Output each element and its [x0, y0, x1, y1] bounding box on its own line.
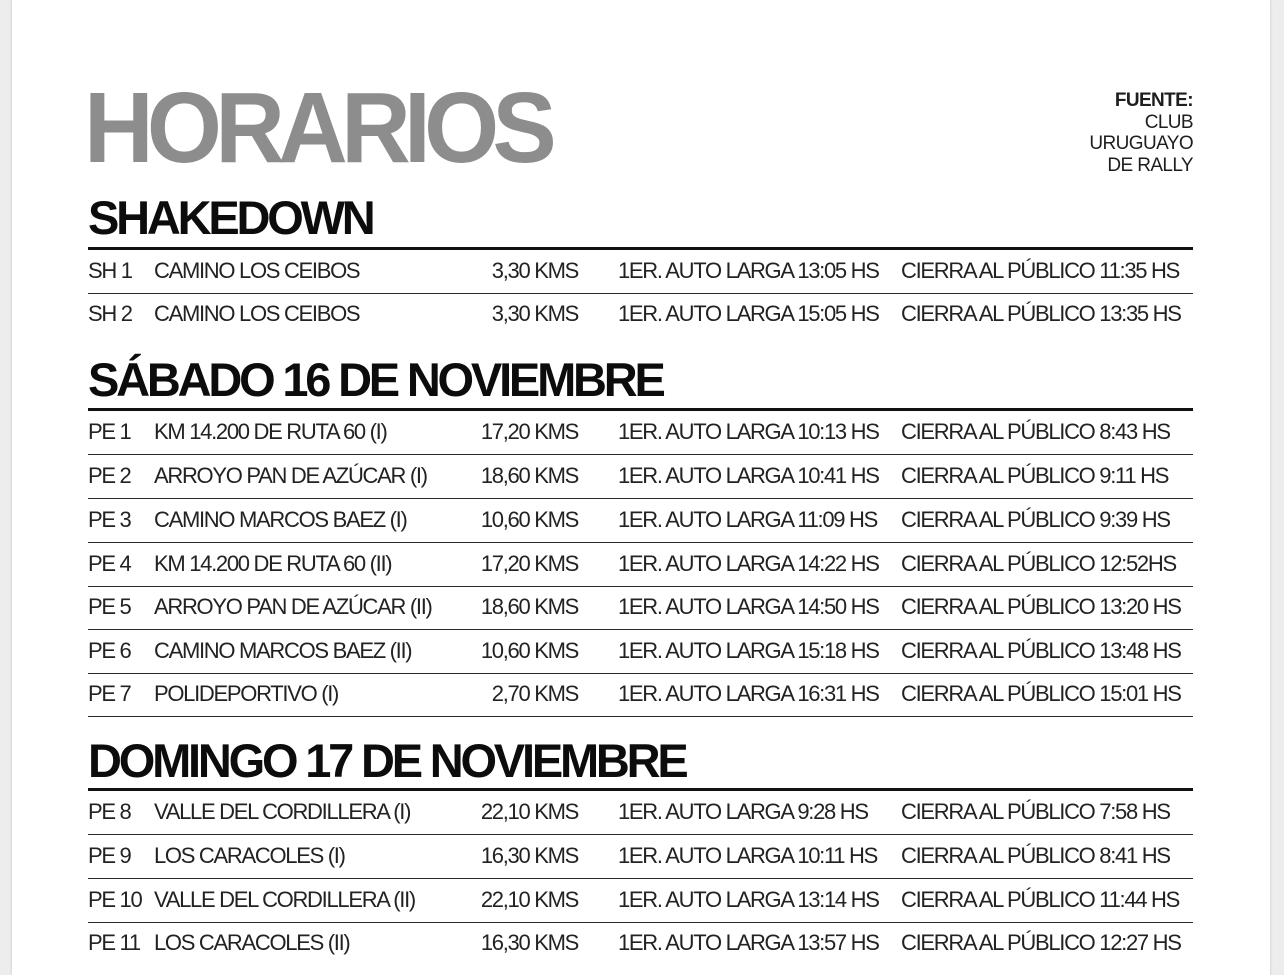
- stage-start-time: 1ER. AUTO LARGA 10:11 HS: [618, 843, 878, 868]
- source-line: URUGUAYO: [1089, 133, 1193, 154]
- stage-start-time: 1ER. AUTO LARGA 13:05 HS: [618, 258, 879, 283]
- stage-code: PE 3: [88, 507, 131, 532]
- stage-start-time: 1ER. AUTO LARGA 13:14 HS: [618, 887, 879, 912]
- stage-distance: 18,60 KMS: [480, 594, 578, 619]
- stage-distance: 22,10 KMS: [480, 799, 578, 824]
- stage-start-time: 1ER. AUTO LARGA 10:13 HS: [618, 419, 879, 444]
- source-line: DE RALLY: [1107, 154, 1193, 176]
- stage-close-time: CIERRA AL PÚBLICO 7:58 HS: [901, 799, 1170, 824]
- stage-place: LOS CARACOLES (I): [154, 843, 345, 868]
- stage-close-time: CIERRA AL PÚBLICO 8:43 HS: [901, 419, 1170, 444]
- stage-distance: 3,30 KMS: [491, 301, 578, 326]
- stage-code: PE 6: [88, 638, 131, 663]
- stage-code: SH 1: [88, 258, 132, 283]
- table-row: [88, 543, 1193, 587]
- table-row: [88, 411, 1193, 455]
- stage-start-time: 1ER. AUTO LARGA 10:41 HS: [618, 463, 879, 488]
- stage-close-time: CIERRA AL PÚBLICO 13:20 HS: [901, 594, 1181, 619]
- stage-close-time: CIERRA AL PÚBLICO 9:11 HS: [901, 463, 1169, 488]
- stage-start-time: 1ER. AUTO LARGA 15:05 HS: [618, 301, 879, 326]
- stage-distance: 17,20 KMS: [480, 419, 578, 444]
- stage-code: PE 8: [88, 799, 131, 824]
- source-line: CLUB: [1144, 111, 1193, 133]
- stage-close-time: CIERRA AL PÚBLICO 8:41 HS: [901, 843, 1170, 868]
- stage-code: PE 10: [88, 887, 142, 912]
- page-title: HORARIOS: [84, 72, 551, 184]
- stage-place: CAMINO LOS CEIBOS: [154, 258, 360, 283]
- stage-close-time: CIERRA AL PÚBLICO 9:39 HS: [901, 507, 1170, 532]
- stage-distance: 16,30 KMS: [480, 930, 578, 955]
- stage-close-time: CIERRA AL PÚBLICO 12:27 HS: [901, 930, 1181, 955]
- stage-code: PE 4: [88, 551, 131, 576]
- stage-close-time: CIERRA AL PÚBLICO 13:48 HS: [901, 638, 1181, 663]
- stage-place: ARROYO PAN DE AZÚCAR (I): [154, 463, 427, 488]
- table-row: [88, 673, 1193, 717]
- stage-place: VALLE DEL CORDILLERA (I): [154, 799, 411, 824]
- stage-place: CAMINO MARCOS BAEZ (II): [154, 638, 412, 663]
- section-heading-sunday: DOMINGO 17 DE NOVIEMBRE: [88, 734, 686, 787]
- stage-place: CAMINO MARCOS BAEZ (I): [154, 507, 407, 532]
- stage-code: PE 11: [88, 930, 140, 955]
- stage-place: LOS CARACOLES (II): [154, 930, 350, 955]
- stage-distance: 18,60 KMS: [480, 463, 578, 488]
- table-row: [88, 879, 1193, 923]
- stage-distance: 10,60 KMS: [480, 638, 578, 663]
- stage-distance: 10,60 KMS: [480, 507, 578, 532]
- stage-code: PE 9: [88, 843, 131, 868]
- stage-start-time: 1ER. AUTO LARGA 15:18 HS: [618, 638, 879, 663]
- source-credit: [1089, 90, 1193, 176]
- stage-code: PE 5: [88, 594, 131, 619]
- stage-start-time: 1ER. AUTO LARGA 11:09 HS: [618, 507, 878, 532]
- stage-place: KM 14.200 DE RUTA 60 (I): [154, 419, 387, 444]
- stage-place: ARROYO PAN DE AZÚCAR (II): [154, 594, 432, 619]
- stage-distance: 16,30 KMS: [480, 843, 578, 868]
- stage-place: POLIDEPORTIVO (I): [154, 681, 339, 706]
- stage-start-time: 1ER. AUTO LARGA 14:22 HS: [618, 551, 879, 576]
- stage-start-time: 1ER. AUTO LARGA 16:31 HS: [618, 681, 879, 706]
- stage-place: VALLE DEL CORDILLERA (II): [154, 887, 415, 912]
- stage-code: SH 2: [88, 301, 132, 326]
- stage-start-time: 1ER. AUTO LARGA 13:57 HS: [618, 930, 879, 955]
- table-row: [88, 455, 1193, 499]
- table-row: [88, 791, 1193, 835]
- source-label: FUENTE:: [1114, 90, 1193, 111]
- stage-close-time: CIERRA AL PÚBLICO 13:35 HS: [901, 301, 1181, 326]
- table-row: [88, 250, 1193, 294]
- stage-start-time: 1ER. AUTO LARGA 9:28 HS: [618, 799, 868, 824]
- section-heading-saturday: SÁBADO 16 DE NOVIEMBRE: [88, 353, 663, 406]
- table-row: [88, 922, 1193, 965]
- stage-distance: 2,70 KMS: [491, 681, 578, 706]
- stage-code: PE 2: [88, 463, 131, 488]
- stage-start-time: 1ER. AUTO LARGA 14:50 HS: [618, 594, 879, 619]
- stage-close-time: CIERRA AL PÚBLICO 15:01 HS: [901, 681, 1181, 706]
- stage-distance: 3,30 KMS: [491, 258, 578, 283]
- stage-code: PE 1: [88, 419, 131, 444]
- stage-code: PE 7: [88, 681, 131, 706]
- stage-close-time: CIERRA AL PÚBLICO 11:44 HS: [901, 887, 1180, 912]
- table-row: [88, 586, 1193, 630]
- stage-distance: 22,10 KMS: [480, 887, 578, 912]
- stage-place: KM 14.200 DE RUTA 60 (II): [154, 551, 392, 576]
- section-heading-shakedown: SHAKEDOWN: [88, 191, 373, 244]
- table-row: [88, 293, 1193, 336]
- table-row: [88, 835, 1193, 879]
- stage-close-time: CIERRA AL PÚBLICO 11:35 HS: [901, 258, 1180, 283]
- table-row: [88, 499, 1193, 543]
- table-row: [88, 630, 1193, 674]
- stage-distance: 17,20 KMS: [480, 551, 578, 576]
- stage-close-time: CIERRA AL PÚBLICO 12:52HS: [901, 551, 1176, 576]
- stage-place: CAMINO LOS CEIBOS: [154, 301, 360, 326]
